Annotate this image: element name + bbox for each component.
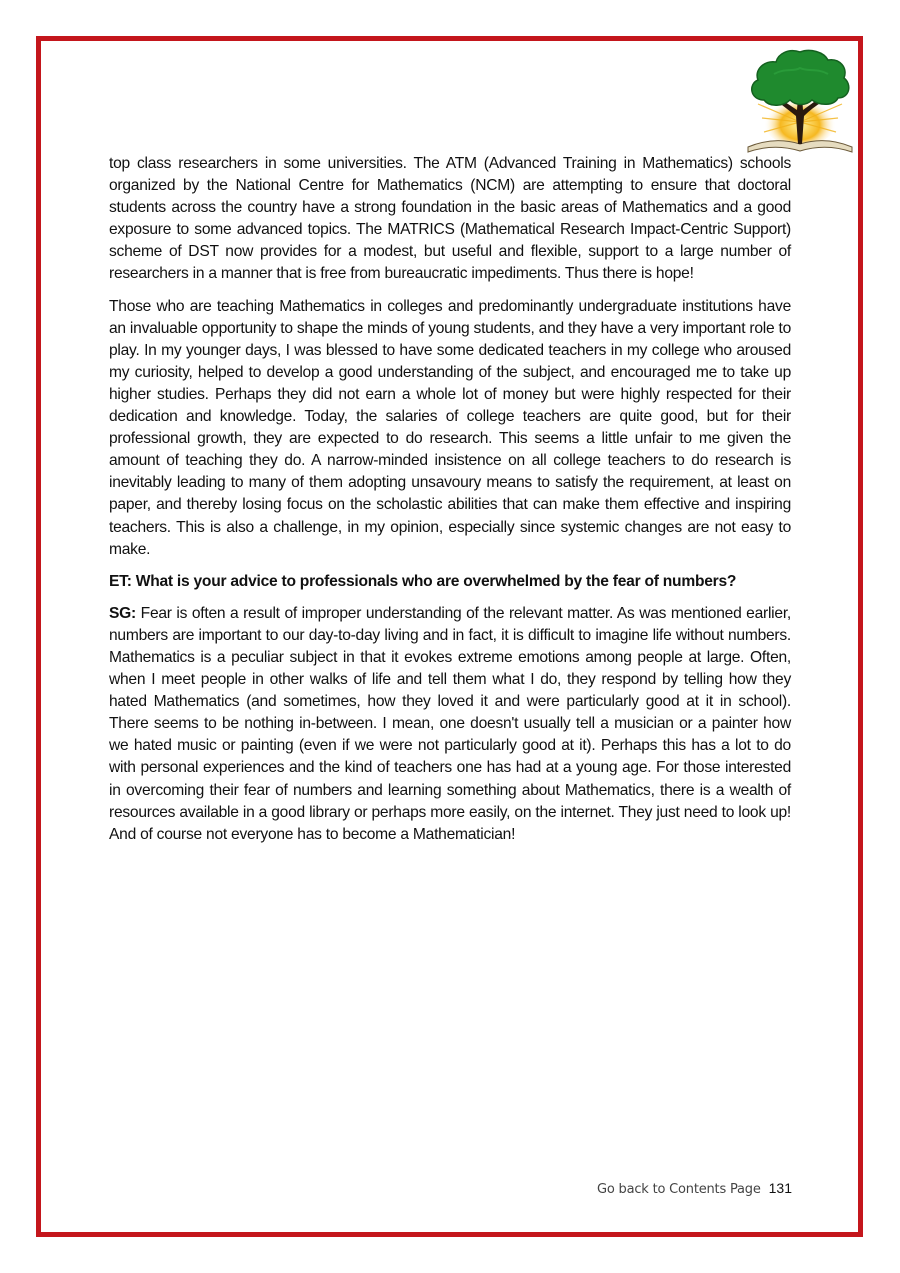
page-footer — [560, 1178, 792, 1197]
interview-answer — [109, 603, 791, 846]
interview-question: ET: What is your advice to professionals who are overwhelmed by the fear of numbers? — [109, 572, 737, 590]
paragraph-atm-matrics: top class researchers in some universities. The ATM (Advanced Training in Mathematics) schools organized by the National Centre for Mathematics (NCM) are attempting to ensure that doctoral students across the country have a strong foundation in the basic areas of Mathematics and a good exposure to some advanced topics. The MATRICS (Mathematical Research Impact-Centric Support) scheme of DST now provides for a modest, but useful and flexible, support to a large number of researchers in a manner that is free from bureaucratic impediments. Thus there is hope! — [109, 155, 791, 283]
page-number: 131 — [768, 1180, 792, 1196]
paragraph-college-teachers: Those who are teaching Mathematics in colleges and predominantly undergraduate institutions have an invaluable opportunity to shape the minds of young students, and they have a very important role to play. In my younger days, I was blessed to have some dedicated teachers in my college who aroused my curiosity, helped to develop a good understanding of the subject, and encouraged me to take up higher studies. Perhaps they did not earn a whole lot of money but were highly respected for their dedication and knowledge. Today, the salaries of college teachers are quite good, but for their professional growth, they are expected to do research. This seems a little unfair to me given the amount of teaching they do. A narrow-minded insistence on all college teachers to do research is inevitably leading to many of them adopting unsavoury means to satisfy the requirement, at least on paper, and thereby losing focus on the scholastic abilities that can make them effective and inspiring teachers. This is also a challenge, in my opinion, especially since systemic changes are not easy to make. — [109, 297, 791, 558]
contents-page-link[interactable]: Go back to Contents Page — [596, 1182, 761, 1197]
article-body — [109, 153, 791, 856]
tree-book-logo-icon — [744, 44, 856, 154]
speaker-label: SG: — [109, 604, 136, 622]
answer-text: Fear is often a result of improper understanding of the relevant matter. As was mentioned earlier, numbers are important to our day-to-day living and in fact, it is difficult to imagine life without numbers. Mathematics is a peculiar subject in that it evokes extreme emotions among people at large. Often, when I meet people in other walks of life and tell them what I do, they respond by telling how they hated Mathematics (and sometimes, how they loved it and were particularly good at it in school). There seems to be nothing in-between. I mean, one doesn't usually tell a musician or a painter how we hated music or painting (even if we were not particularly good at it). Perhaps this has a lot to do with personal experiences and the kind of teachers one has had at a young age. For those interested in overcoming their fear of numbers and learning something about Mathematics, there is a wealth of resources available in a good library or perhaps more easily, on the internet. They just need to look up! And of course not everyone has to become a Mathematician! — [109, 604, 791, 843]
